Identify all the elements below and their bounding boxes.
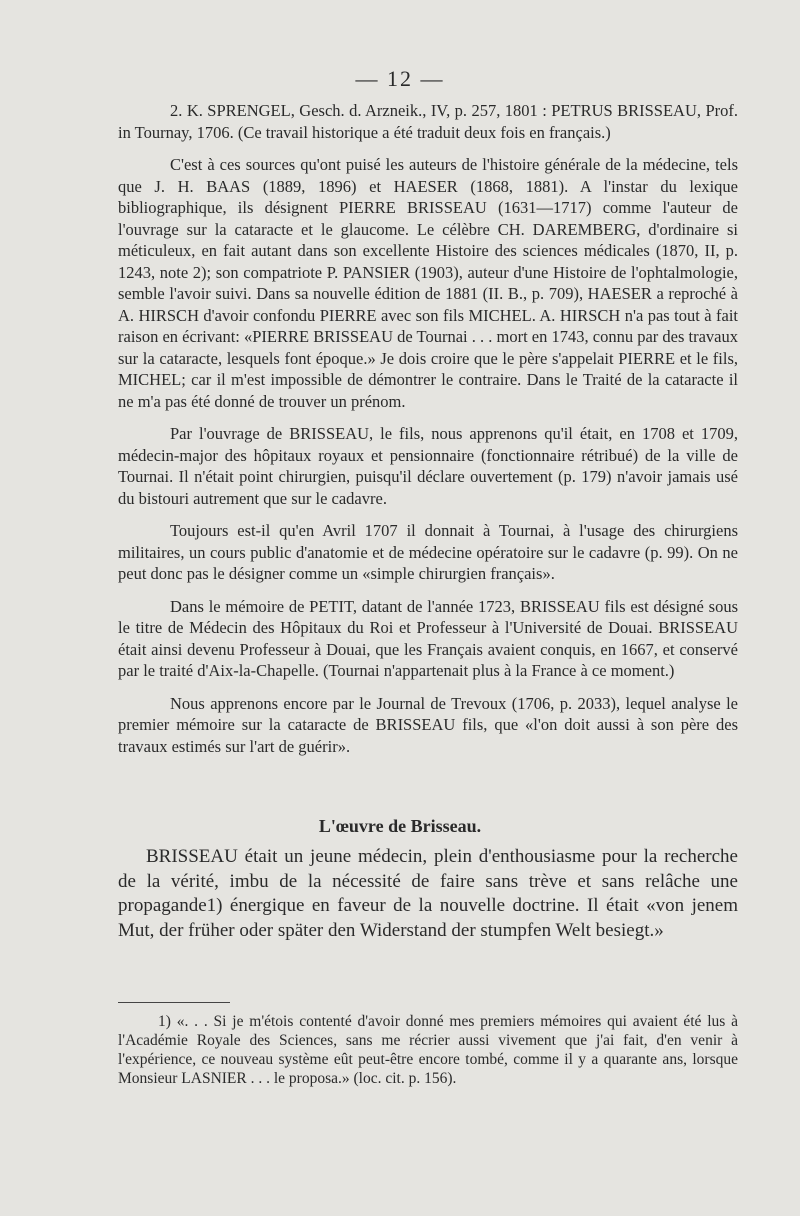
main-text-bottom (118, 845, 738, 943)
footnote-divider (118, 1002, 230, 1003)
section-heading: L'œuvre de Brisseau. (318, 816, 482, 836)
paragraph: C'est à ces sources qu'ont puisé les auteurs de l'histoire générale de la médecine, tels que J. H. BAAS (1889, 1896) et HAESER (1868, 1881). A l'instar du lexique bibliographique, ils désignent PIERRE BRISSEAU (1631—1717) comme l'auteur de l'ouvrage sur la cataracte et le glaucome. Le célèbre CH. DAREMBERG, d'ordinaire si méticuleux, en fait autant dans son excellente Histoire des sciences médicales (1870, II, p. 1243, note 2); son compatriote P. PANSIER (1903), auteur d'une Histoire de l'ophtalmologie, semble l'avoir suivi. Dans sa nouvelle édition de 1881 (II. B., p. 709), HAESER a reproché à A. HIRSCH d'avoir confondu PIERRE avec son fils MICHEL. A. HIRSCH n'a pas tout à fait raison en écrivant: «PIERRE BRISSEAU de Tournai . . . mort en 1743, connu par des travaux sur la cataracte, lesquels font époque.» Je dois croire que le père s'appelait PIERRE et le fils, MICHEL; car il m'est impossible de démontrer le contraire. Dans le Traité de la cataracte il ne m'a pas été donné de trouver un prénom. (118, 155, 738, 411)
footnote-block (118, 1012, 738, 1088)
paragraph: Dans le mémoire de PETIT, datant de l'année 1723, BRISSEAU fils est désigné sous le titre de Médecin des Hôpitaux du Roi et Professeur à l'Université de Douai. BRISSEAU était ainsi devenu Professeur à Douai, que les Français avaient conquis, en 1667, et conservé par le traité d'Aix-la-Chapelle. (Tournai n'appartenait plus à la France à ce moment.) (118, 596, 738, 680)
paragraph: 2. K. SPRENGEL, Gesch. d. Arzneik., IV, p. 257, 1801 : PETRUS BRISSEAU, Prof. in Tournay, 1706. (Ce travail historique a été traduit deux fois en français.) (118, 101, 738, 142)
paragraph: Nous apprenons encore par le Journal de Trevoux (1706, p. 2033), lequel analyse le premier mémoire sur la cataracte de BRISSEAU fils, que «l'on doit aussi à son père des travaux estimés sur l'art de guérir». (118, 693, 738, 756)
main-text-top (118, 100, 738, 757)
paragraph: Par l'ouvrage de BRISSEAU, le fils, nous apprenons qu'il était, en 1708 et 1709, médecin-major des hôpitaux royaux et pensionnaire (fonctionnaire rétribué) de la ville de Tournai. Il n'était point chirurgien, puisqu'il déclare ouvertement (p. 179) n'avoir jamais usé du bistouri autrement que sur le cadavre. (118, 424, 738, 508)
paragraph: BRISSEAU était un jeune médecin, plein d'enthousiasme pour la recherche de la vérité, imbu de la nécessité de faire sans trève et sans relâche une propagande1) énergique en faveur de la nouvelle doctrine. Il était «von jenem Mut, der früher oder später den Widerstand der stumpfen Welt besiegt.» (118, 846, 738, 941)
page-number: — 12 — (355, 66, 445, 91)
footnote: 1) «. . . Si je m'étois contenté d'avoir donné mes premiers mémoires qui avaient été lus à l'Académie Royale des Sciences, sans me récrier aussi vivement que j'ai fait, d'en venir à l'expérience, ce nouveau système eût peut-être encore tombé, comme il y a quarante ans, lorsque Monsieur LASNIER . . . le proposa.» (loc. cit. p. 156). (118, 1013, 738, 1087)
paragraph: Toujours est-il qu'en Avril 1707 il donnait à Tournai, à l'usage des chirurgiens militaires, un cours public d'anatomie et de médecine opératoire sur le cadavre (p. 99). On ne peut donc pas le désigner comme un «simple chirurgien français». (118, 521, 738, 583)
